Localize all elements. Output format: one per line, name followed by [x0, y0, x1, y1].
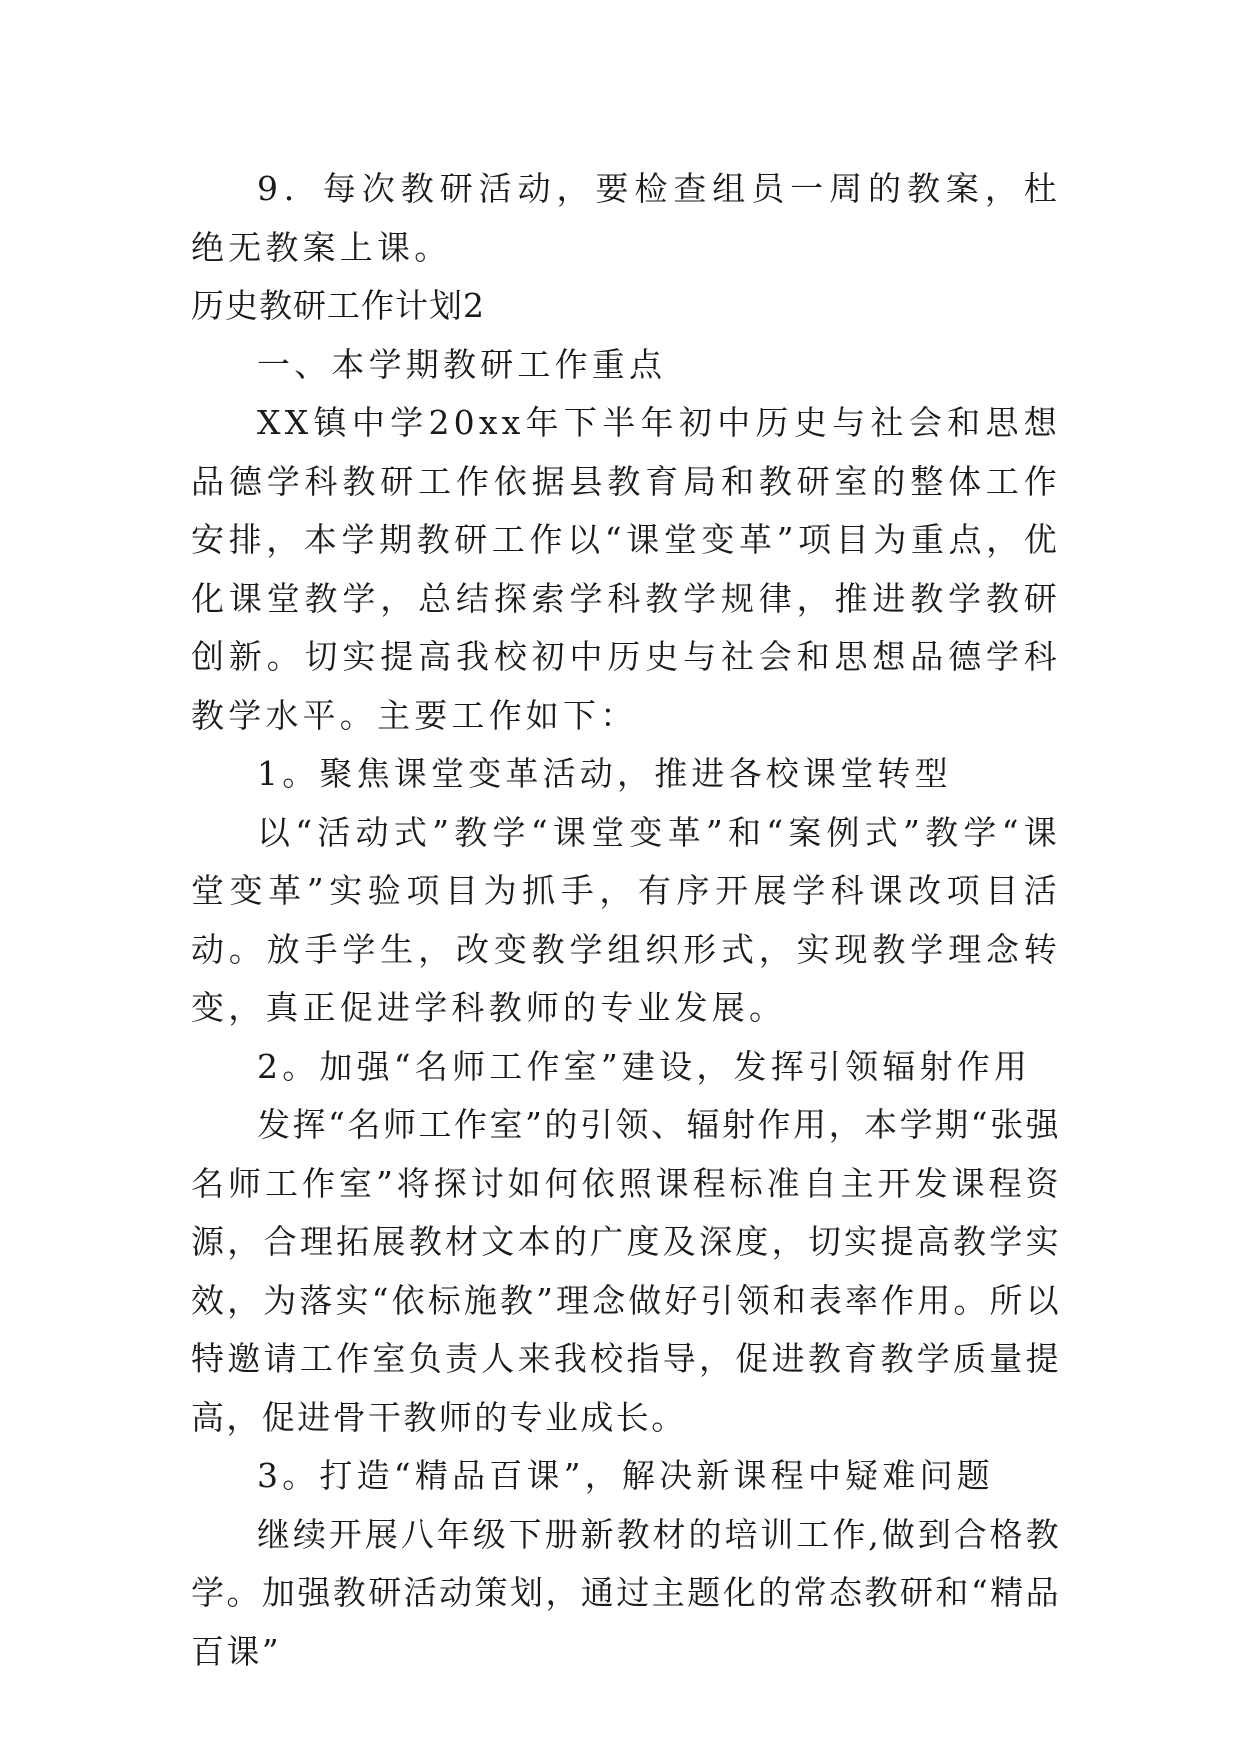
point-1-body: 以“活动式”教学“课堂变革”和“案例式”教学“课堂变革”实验项目为抓手，有序开展学科课改项目活动。放手学生，改变教学组织形式，实现教学理念转变，真正促进学科教师的专业发展。 — [191, 812, 1061, 1027]
point-3-title: 3。打造“精品百课”，解决新课程中疑难问题 — [257, 1456, 994, 1495]
point-2-body: 发挥“名师工作室”的引领、辐射作用，本学期“张强名师工作室”将探讨如何依照课程标准自主开发课程资源，合理拓展教材文本的广度及深度，切实提高教学实效，为落实“依标施教”理念做好引领和表率作用。所以特邀请工作室负责人来我校指导，促进教育教学质量提高，促进骨干教师的专业成长。 — [191, 1105, 1061, 1437]
paragraph-item-9: 9．每次教研活动，要检查组员一周的教案，杜绝无教案上课。 — [191, 169, 1061, 267]
document-body — [191, 160, 1061, 1681]
point-1-title: 1。聚焦课堂变革活动，推进各校课堂转型 — [257, 754, 952, 793]
point-3-body: 继续开展八年级下册新教材的培训工作,做到合格教学。加强教研活动策划，通过主题化的常态教研和“精品百课” — [191, 1514, 1061, 1671]
point-2-title: 2。加强“名师工作室”建设，发挥引领辐射作用 — [257, 1046, 1032, 1086]
paragraph-intro: XX镇中学20xx年下半年初中历史与社会和思想品德学科教研工作依据县教育局和教研室的整体工作安排，本学期教研工作以“课堂变革”项目为重点，优化课堂教学，总结探索学科教学规律，推进教学教研创新。切实提高我校初中历史与社会和思想品德学科教学水平。主要工作如下： — [191, 403, 1061, 735]
heading-teaching-focus: 一、本学期教研工作重点 — [257, 344, 667, 384]
section-title: 历史教研工作计划2 — [191, 286, 485, 325]
